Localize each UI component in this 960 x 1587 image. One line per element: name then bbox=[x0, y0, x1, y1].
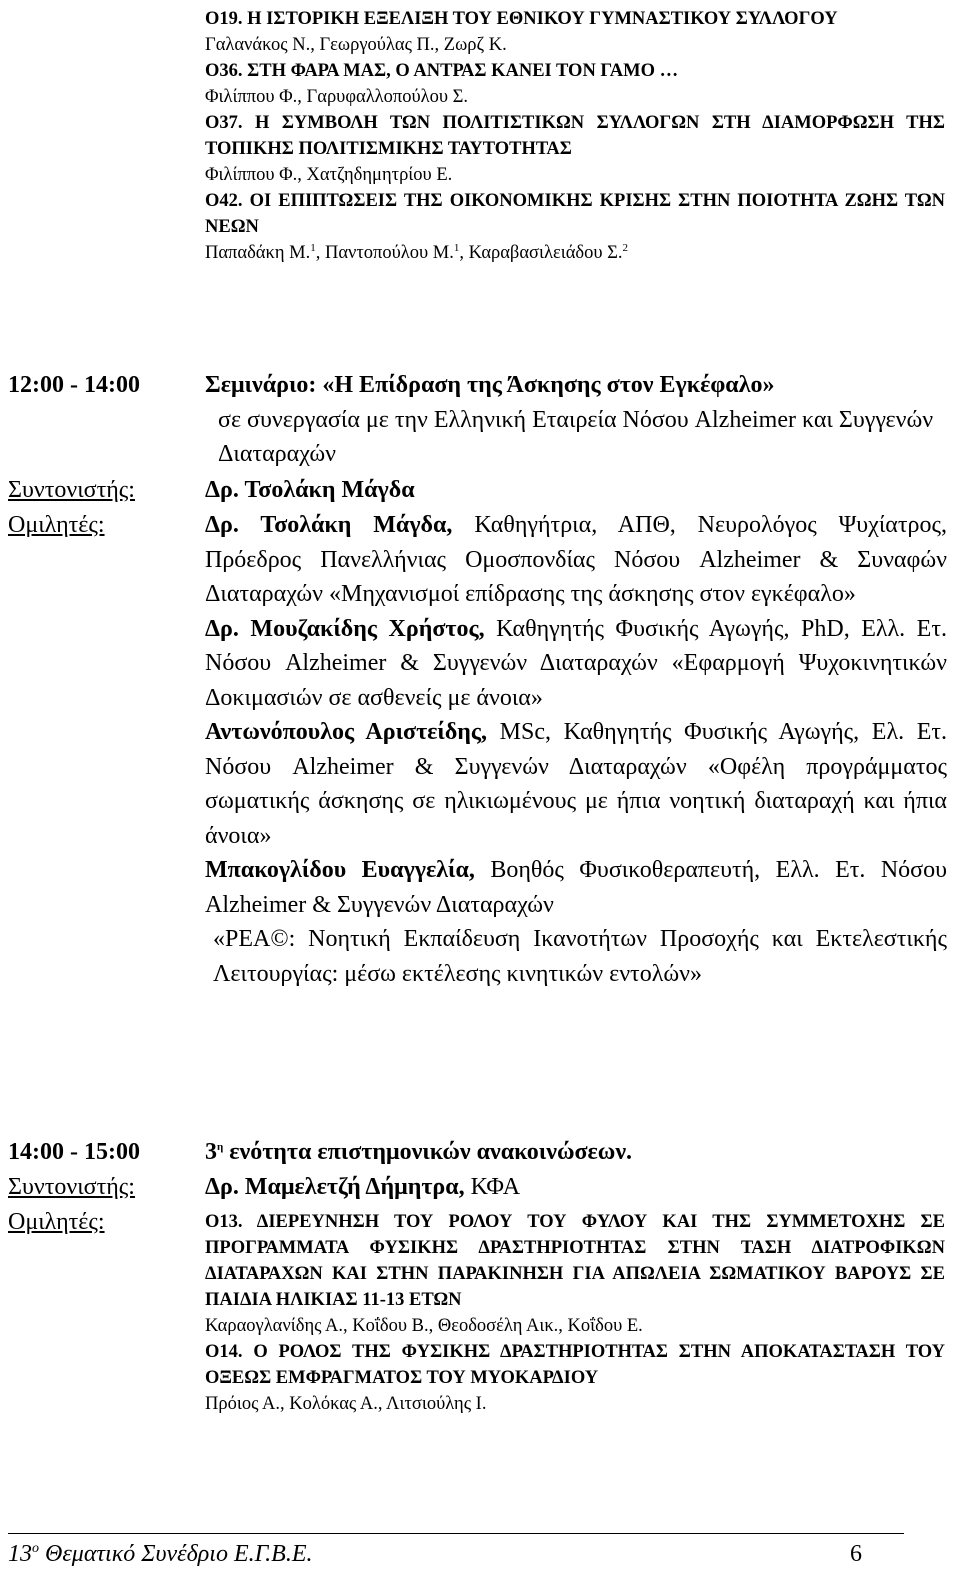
communication-title: Ο13. ΔΙΕΡΕΥΝΗΣΗ ΤΟΥ ΡΟΛΟΥ ΤΟΥ ΦΥΛΟΥ ΚΑΙ ΤΗΣ ΣΥΜΜΕΤΟΧΗΣ ΣΕ ΠΡΟΓΡΑΜΜΑΤΑ ΦΥΣΙΚΗΣ ΔΡΑΣΤΗΡΙΟΤΗΤΑΣ ΣΤΗΝ ΤΑΣΗ ΔΙΑΤΡΟΦΙΚΩΝ ΔΙΑΤΑΡΑΧΩΝ ΚΑΙ ΣΤΗΝ ΠΑΡΑΚΙΝΗΣΗ ΓΙΑ ΑΠΩΛΕΙΑ ΣΩΜΑΤΙΚΟΥ ΒΑΡΟΥΣ ΣΕ ΠΑΙΔΙΑ ΗΛΙΚΙΑΣ 11-13 ΕΤΩΝ bbox=[205, 1212, 945, 1310]
session-number: 3 bbox=[205, 1139, 217, 1165]
speaker-entry bbox=[205, 612, 947, 716]
communications-list-top bbox=[205, 6, 945, 266]
coordinator-label: Συντονιστής: bbox=[8, 477, 135, 503]
speakers-label: Ομιλητές: bbox=[8, 512, 105, 538]
speakers-list bbox=[205, 508, 947, 991]
speaker-entry bbox=[205, 508, 947, 612]
speaker-details: MSc, Καθηγητής Φυσικής Αγωγής, Ελ. Ετ. Νόσου Alzheimer & Συγγενών Διαταραχών «Οφέλη προγράμματος σωματικής άσκησης σε ηλικιωμένους με ήπια νοητική διαταραχή και ήπια άνοια» bbox=[205, 719, 948, 849]
communication-title: Ο14. Ο ΡΟΛΟΣ ΤΗΣ ΦΥΣΙΚΗΣ ΔΡΑΣΤΗΡΙΟΤΗΤΑΣ ΣΤΗΝ ΑΠΟΚΑΤΑΣΤΑΣΗ ΤΟΥ ΟΞΕΩΣ ΕΜΦΡΑΓΜΑΤΟΣ ΤΟΥ ΜΥΟΚΑΡΔΙΟΥ bbox=[205, 1342, 945, 1388]
communication-item bbox=[205, 1209, 945, 1339]
communication-item bbox=[205, 1339, 945, 1417]
speaker-name: Δρ. Τσολάκη Μάγδα, bbox=[205, 512, 453, 538]
page-number: 6 bbox=[850, 1541, 862, 1567]
footer-rule bbox=[8, 1533, 904, 1534]
speaker-entry bbox=[205, 853, 947, 922]
communication-title: Ο42. ΟΙ ΕΠΙΠΤΩΣΕΙΣ ΤΗΣ ΟΙΚΟΝΟΜΙΚΗΣ ΚΡΙΣΗΣ ΣΤΗΝ ΠΟΙΟΤΗΤΑ ΖΩΗΣ ΤΩΝ ΝΕΩΝ bbox=[205, 191, 945, 237]
communication-title: Ο37. Η ΣΥΜΒΟΛΗ ΤΩΝ ΠΟΛΙΤΙΣΤΙΚΩΝ ΣΥΛΛΟΓΩΝ ΣΤΗ ΔΙΑΜΟΡΦΩΣΗ ΤΗΣ ΤΟΠΙΚΗΣ ΠΟΛΙΤΙΣΜΙΚΗΣ ΤΑΥΤΟΤΗΤΑΣ bbox=[205, 113, 945, 159]
communication-title: Ο36. ΣΤΗ ΦΑΡΑ ΜΑΣ, Ο ΑΝΤΡΑΣ ΚΑΝΕΙ ΤΟΝ ΓΑΜΟ … bbox=[205, 61, 679, 81]
coordinator-label: Συντονιστής: bbox=[8, 1174, 135, 1200]
communications-list-session2 bbox=[205, 1209, 945, 1417]
ordinal-suffix: η bbox=[217, 1141, 224, 1153]
speakers-label: Ομιλητές: bbox=[8, 1209, 105, 1235]
speaker-details: Καθηγήτρια, ΑΠΘ, Νευρολόγος Ψυχίατρος, Πρόεδρος Πανελλήνιας Ομοσπονδίας Νόσου Alzheimer & Συναφών Διαταραχών «Μηχανισμοί επίδρασης της άσκησης στον εγκέφαλο» bbox=[205, 512, 947, 607]
communication-item bbox=[205, 110, 945, 188]
footer-ordinal: ο bbox=[32, 1541, 39, 1556]
communication-authors: Φιλίππου Φ., Χατζηδημητρίου Ε. bbox=[205, 165, 453, 185]
communication-authors: Φιλίππου Φ., Γαρυφαλλοπούλου Σ. bbox=[205, 87, 469, 107]
session-time: 12:00 - 14:00 bbox=[8, 372, 140, 398]
affiliation-mark: 1 bbox=[453, 241, 460, 254]
author-name: , Καραβασιλειάδου Σ. bbox=[459, 243, 623, 263]
speaker-name: Δρ. Μουζακίδης Χρήστος, bbox=[205, 615, 485, 642]
coordinator-org: ΚΦΑ bbox=[464, 1174, 521, 1200]
speaker-details: Βοηθός Φυσικοθεραπευτή, Ελλ. Ετ. Νόσου Alzheimer & Συγγενών Διαταραχών bbox=[205, 857, 948, 918]
communication-title: Ο19. Η ΙΣΤΟΡΙΚΗ ΕΞΕΛΙΞΗ ΤΟΥ ΕΘΝΙΚΟΥ ΓΥΜΝΑΣΤΙΚΟΥ ΣΥΛΛΟΓΟΥ bbox=[205, 9, 838, 29]
communication-authors: Γαλανάκος Ν., Γεωργούλας Π., Ζωρζ Κ. bbox=[205, 35, 507, 55]
speaker-details: Καθηγητής Φυσικής Αγωγής, PhD, Ελλ. Ετ. Νόσου Alzheimer & Συγγενών Διαταραχών «Εφαρμογή Ψυχοκινητικών Δοκιμασιών σε ασθενείς με άνοια» bbox=[205, 615, 947, 711]
coordinator-name: Δρ. Τσολάκη Μάγδα bbox=[205, 477, 415, 503]
talk-title: «ΡΕΑ©: Νοητική Εκπαίδευση Ικανοτήτων Προσοχής και Εκτελεστικής Λειτουργίας: μέσω εκτέλεσης κινητικών εντολών» bbox=[213, 926, 947, 987]
session-title bbox=[205, 1135, 632, 1169]
speaker-name: Μπακογλίδου Ευαγγελία, bbox=[205, 857, 475, 883]
communication-authors: Καραογλανίδης Α., Κοΐδου Β., Θεοδοσέλη Αικ., Κοΐδου Ε. bbox=[205, 1316, 643, 1336]
coordinator bbox=[205, 1170, 520, 1204]
coordinator-name: Δρ. Μαμελετζή Δήμητρα, bbox=[205, 1174, 465, 1200]
communication-item bbox=[205, 6, 945, 58]
footer-text: Θεματικό Συνέδριο Ε.Γ.Β.Ε. bbox=[39, 1541, 313, 1567]
seminar-title: Σεμινάριο: «Η Επίδραση της Άσκησης στον Εγκέφαλο» bbox=[205, 372, 775, 398]
communication-item bbox=[205, 58, 945, 110]
footer-num: 13 bbox=[8, 1541, 32, 1567]
seminar-subtitle: σε συνεργασία με την Ελληνική Εταιρεία Νόσου Alzheimer και Συγγενών Διαταραχών bbox=[218, 407, 934, 467]
session-title-text: ενότητα επιστημονικών ανακοινώσεων. bbox=[223, 1139, 633, 1165]
footer-conference-name bbox=[8, 1537, 313, 1571]
communication-authors: Πρόιος Α., Κολόκας Α., Λιτσιούλης Ι. bbox=[205, 1394, 487, 1414]
speaker-name: Αντωνόπουλος Αριστείδης, bbox=[205, 719, 488, 745]
author-name: , Παντοπούλου Μ. bbox=[315, 243, 454, 263]
communication-authors bbox=[205, 240, 945, 266]
affiliation-mark: 2 bbox=[622, 241, 629, 254]
author-name: Παπαδάκη Μ. bbox=[205, 243, 311, 263]
speaker-entry bbox=[205, 715, 947, 853]
session-time: 14:00 - 15:00 bbox=[8, 1139, 140, 1165]
communication-item bbox=[205, 188, 945, 266]
affiliation-mark: 1 bbox=[310, 241, 316, 254]
